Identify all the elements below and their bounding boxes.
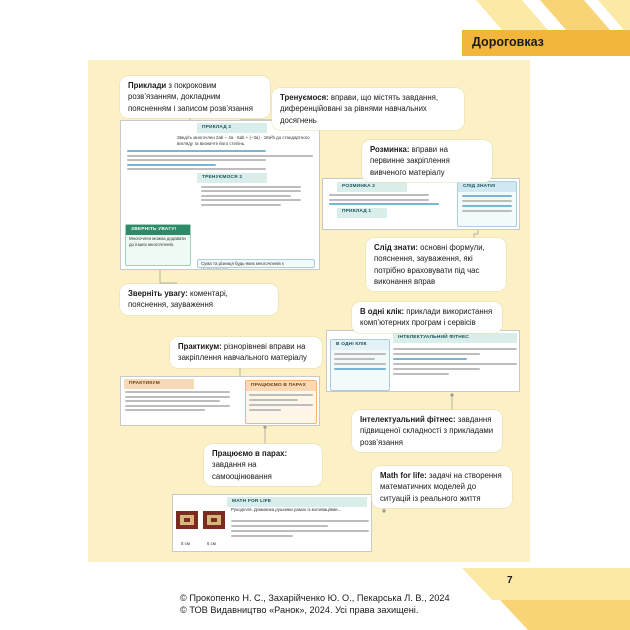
thumb-example-bar: ПРИКЛАД 2: [197, 123, 267, 133]
thumb-example-task: Зведіть многочлен 2ab − 4a · 6ab + (−3a) · 18a²b до стандартного вигляду та визначте його степінь.: [177, 134, 310, 147]
thumb-life-dim1: 5 см: [181, 541, 190, 546]
thumb-practicum-bar: ПРАКТИКУМ: [124, 379, 194, 389]
page-title: Дороговказ: [472, 35, 544, 49]
thumb-training-bar: ТРЕНУЄМОСЯ 2: [197, 173, 267, 183]
callout-know: Слід знати: основні формули, пояснення, зауваження, які потрібно враховувати під час виконання вправ: [366, 238, 506, 291]
thumb-life-page: [172, 494, 372, 552]
thumb-know-bar: СЛІД ЗНАТИ!: [458, 182, 516, 192]
thumb-oneclick-box: [330, 339, 390, 391]
callout-practicum: Практикум: різнорівневі вправи на закріплення навчального матеріалу: [170, 337, 322, 368]
thumb-fitness-bar: ІНТЕЛЕКТУАЛЬНИЙ ФІТНЕС: [393, 333, 517, 343]
callout-pairs: Працюємо в парах: завдання на самооцінювання: [204, 444, 322, 486]
callout-examples: Приклади з покроковим розв’язанням, докладним поясненням і записом розв’язання: [120, 76, 270, 118]
thumb-warmup-bar: РОЗМИНКА 2: [337, 182, 407, 192]
page-number: 7: [507, 575, 513, 586]
callout-attention: Зверніть увагу: коментарі, пояснення, зауваження: [120, 284, 278, 315]
copyright-authors: © Прокопенко Н. С., Захарійченко Ю. О., Пекарська Л. В., 2024: [180, 593, 450, 603]
thumb-example1-bar: ПРИКЛАД 1: [337, 208, 387, 218]
callout-warmup: Розминка: вправи на первинне закріплення вивченого матеріалу: [362, 140, 492, 182]
callout-training: Тренуємося: вправи, що містять завдання, диференційовані за рівнями навчальних досягнень: [272, 88, 464, 130]
thumb-attention-bar: ЗВЕРНІТЬ УВАГУ!: [126, 225, 190, 235]
thumb-attention-text: Многочлен можна додавати до інших многочленів.: [129, 235, 186, 248]
thumb-life-bar: MATH FOR LIFE: [227, 497, 367, 507]
thumb-sum-box: [197, 259, 315, 268]
copyright-publisher: © ТОВ Видавництво «Ранок», 2024. Усі права захищені.: [180, 605, 419, 616]
callout-fitness: Інтелектуальний фітнес: завдання підвищеної складності з прикладами розв’язання: [352, 410, 502, 452]
thumb-warmup-page: [322, 178, 520, 230]
thumb-life-dim2: 6 см: [207, 541, 216, 546]
thumb-oneclick-bar: В ОДНІ КЛІК: [331, 340, 389, 350]
thumb-pairs-box: [245, 380, 317, 424]
thumb-oneclick-page: [326, 330, 520, 392]
thumb-life-task: Рукоділля. Доминика рушники рамок із мотиваціями...: [231, 507, 342, 512]
callout-life: Math for life: задачі на створення математичних моделей до ситуацій із реального життя: [372, 466, 512, 508]
copyright: [180, 592, 450, 617]
thumb-pairs-bar: ПРАЦЮЄМО В ПАРАХ: [246, 381, 316, 391]
thumb-attention-box: [125, 224, 191, 266]
callout-oneclick: В одні клік: приклади використання комп’ютерних програм і сервісів: [352, 302, 502, 333]
thumb-practicum-page: [120, 376, 320, 426]
towel-pattern-image: [175, 507, 227, 539]
thumb-know-box: [457, 181, 517, 227]
thumb-sum-caption: Сума та різниця будь-яких многочленів є многочленом.: [201, 261, 285, 270]
thumb-example-page: [120, 120, 320, 270]
